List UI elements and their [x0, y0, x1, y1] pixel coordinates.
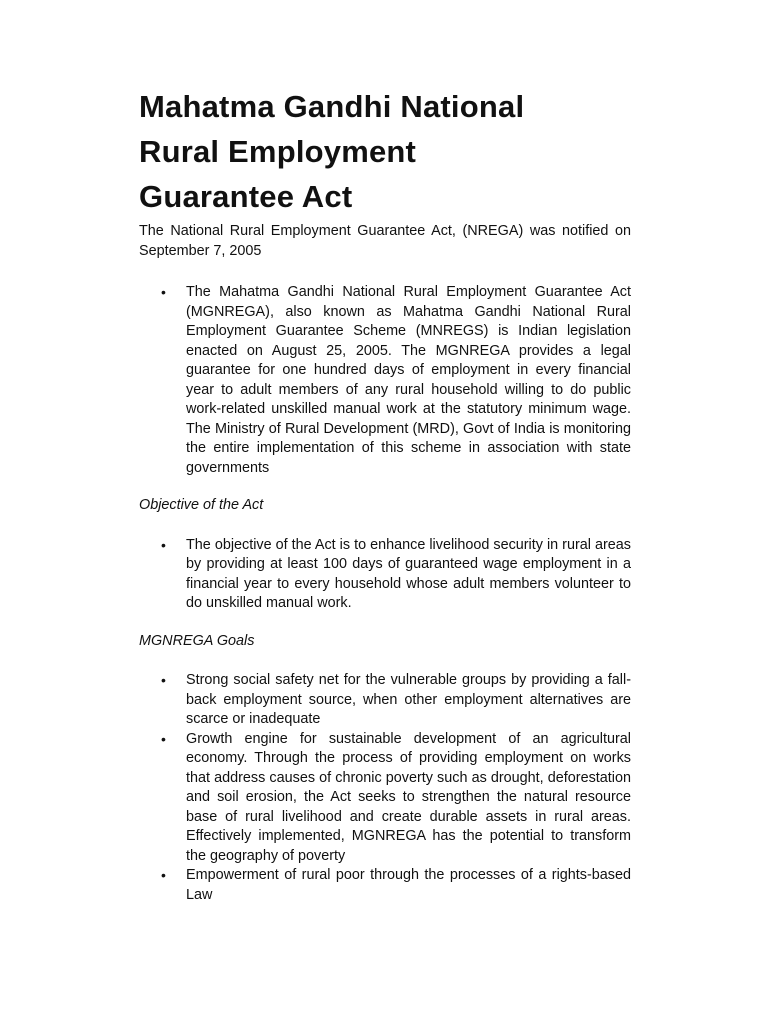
- list-item-text: Empowerment of rural poor through the processes of a rights-based Law: [186, 867, 631, 903]
- intro-bullet-list: [139, 283, 631, 478]
- list-item: [139, 283, 631, 478]
- bullet-icon: •: [161, 867, 166, 883]
- list-item: [139, 671, 631, 730]
- list-item-text: The objective of the Act is to enhance livelihood security in rural areas by providing at least 100 days of guaranteed wage employment in a financial year to every household whose adult members volunteer to do unskilled manual work.: [186, 536, 631, 611]
- objective-bullet-list: [139, 536, 631, 614]
- bullet-icon: •: [161, 730, 166, 747]
- goals-bullet-list: [139, 671, 631, 905]
- title-line: Mahatma Gandhi National: [139, 89, 525, 124]
- bullet-icon: •: [161, 536, 166, 553]
- title-line: Guarantee Act: [139, 179, 353, 214]
- list-item-text: The Mahatma Gandhi National Rural Employment Guarantee Act (MGNREGA), also known as Mahatma Gandhi National Rural Employment Guarantee Scheme (MNREGS) is Indian legislation enacted on August 25, 2005. The MGNREGA provides a legal guarantee for one hundred days of employment in every financial year to adult members of any rural household willing to do public work-related unskilled manual work at the statutory minimum wage. The Ministry of Rural Development (MRD), Govt of India is monitoring the entire implementation of this scheme in association with state governments: [186, 284, 631, 476]
- title-line: Rural Employment: [139, 134, 417, 169]
- intro-paragraph: The National Rural Employment Guarantee Act, (NREGA) was notified on September 7, 2005: [139, 223, 631, 259]
- bullet-icon: •: [161, 284, 166, 300]
- bullet-icon: •: [161, 672, 166, 688]
- list-item: [139, 730, 631, 867]
- list-item-text: Strong social safety net for the vulnerable groups by providing a fall-back employment source, when other employment alternatives are scarce or inadequate: [186, 672, 631, 727]
- list-item: [139, 536, 631, 614]
- list-item-text: Growth engine for sustainable development of an agricultural economy. Through the process of providing employment on works that address causes of chronic poverty such as drought, deforestation and soil erosion, the Act seeks to strengthen the natural resource base of rural livelihood and create durable assets in rural areas. Effectively implemented, MGNREGA has the potential to transform the geography of poverty: [186, 730, 631, 864]
- document-title: [139, 84, 631, 219]
- document-page: [139, 84, 631, 905]
- list-item: [139, 866, 631, 905]
- objective-heading: Objective of the Act: [139, 497, 264, 513]
- goals-heading: MGNREGA Goals: [139, 632, 255, 649]
